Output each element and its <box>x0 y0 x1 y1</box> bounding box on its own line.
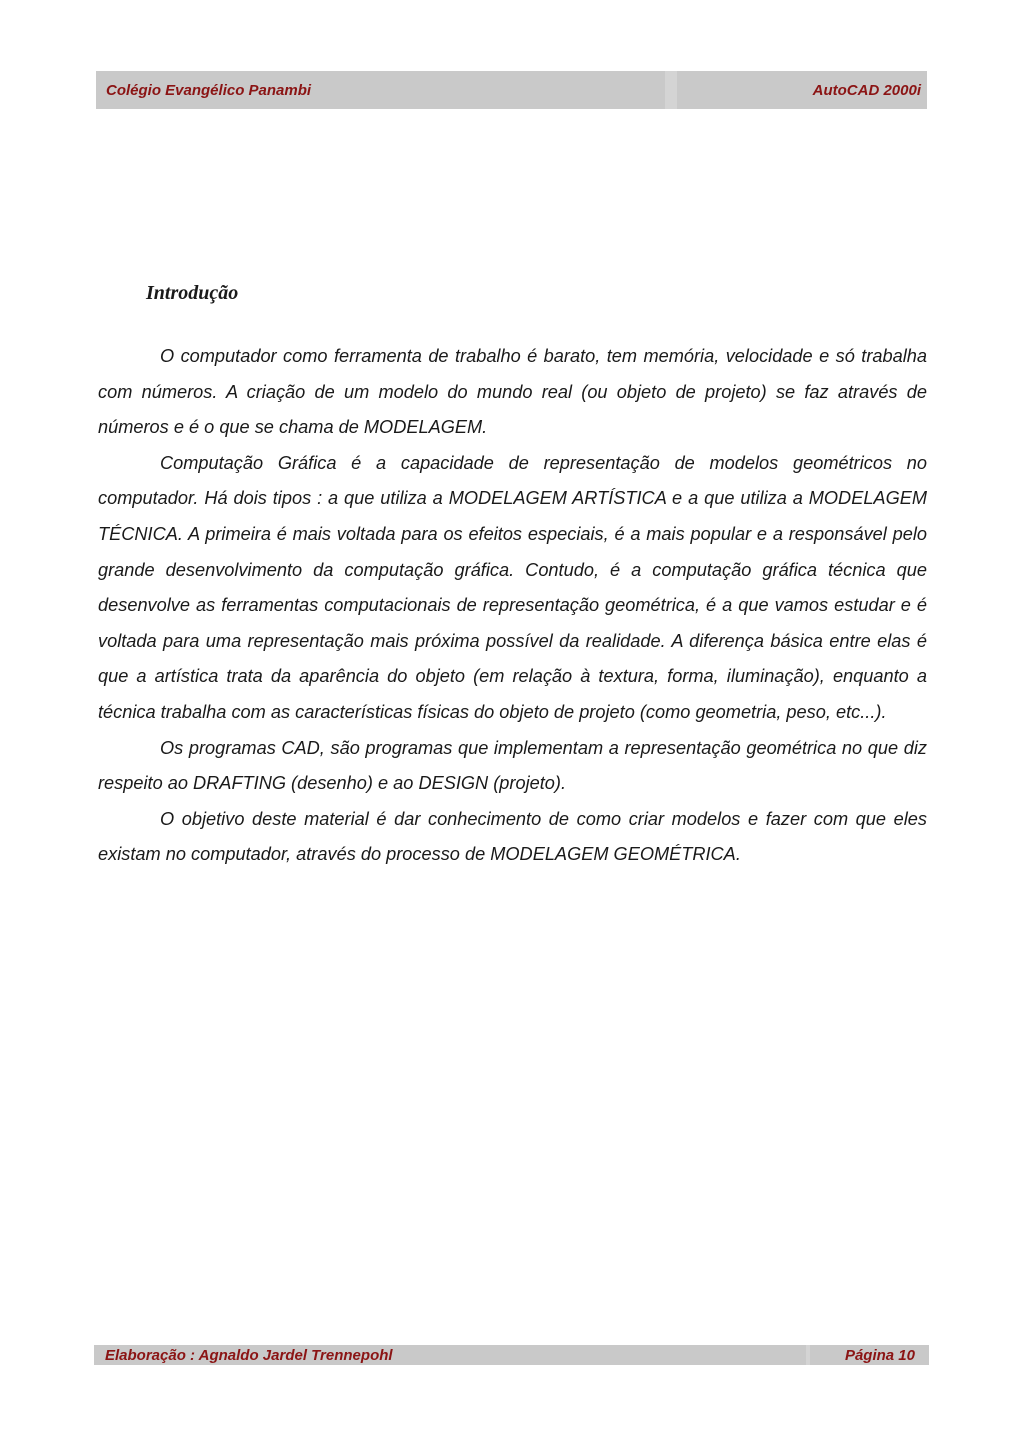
footer-author: Elaboração : Agnaldo Jardel Trennepohl <box>105 1346 393 1364</box>
header-school-name: Colégio Evangélico Panambi <box>106 81 312 99</box>
footer-divider <box>806 1345 810 1365</box>
page-header <box>96 71 927 109</box>
header-divider <box>665 71 677 109</box>
paragraph-4: O objetivo deste material é dar conhecimento de como criar modelos e fazer com que eles existam no computador, através do processo de MODELAGEM GEOMÉTRICA. <box>98 808 927 865</box>
section-title: Introdução <box>146 282 239 304</box>
paragraph-2: Computação Gráfica é a capacidade de representação de modelos geométricos no computador. Há dois tipos : a que utiliza a MODELAGEM ARTÍSTICA e a que utiliza a MODELAGEM TÉCNICA. A primeira é mais voltada para os efeitos especiais, é a mais popular e a responsável pelo grande desenvolvimento da computação gráfica. Contudo, é a computação gráfica técnica que desenvolve as ferramentas computacionais de representação geométrica, é a que vamos estudar e é voltada para uma representação mais próxima possível da realidade. A diferença básica entre elas é que a artística trata da aparência do objeto (em relação à textura, forma, iluminação), enquanto a técnica trabalha com as características físicas do objeto de projeto (como geometria, peso, etc...). <box>98 452 927 722</box>
header-course-name: AutoCAD 2000i <box>812 81 921 99</box>
footer-page-number: Página 10 <box>844 1346 915 1364</box>
body-text <box>98 339 927 873</box>
page-footer <box>94 1345 929 1365</box>
paragraph-1: O computador como ferramenta de trabalho é barato, tem memória, velocidade e só trabalha com números. A criação de um modelo do mundo real (ou objeto de projeto) se faz através de números e é o que se chama de MODELAGEM. <box>98 346 927 438</box>
paragraph-3: Os programas CAD, são programas que implementam a representação geométrica no que diz respeito ao DRAFTING (desenho) e ao DESIGN (projeto). <box>98 737 927 794</box>
